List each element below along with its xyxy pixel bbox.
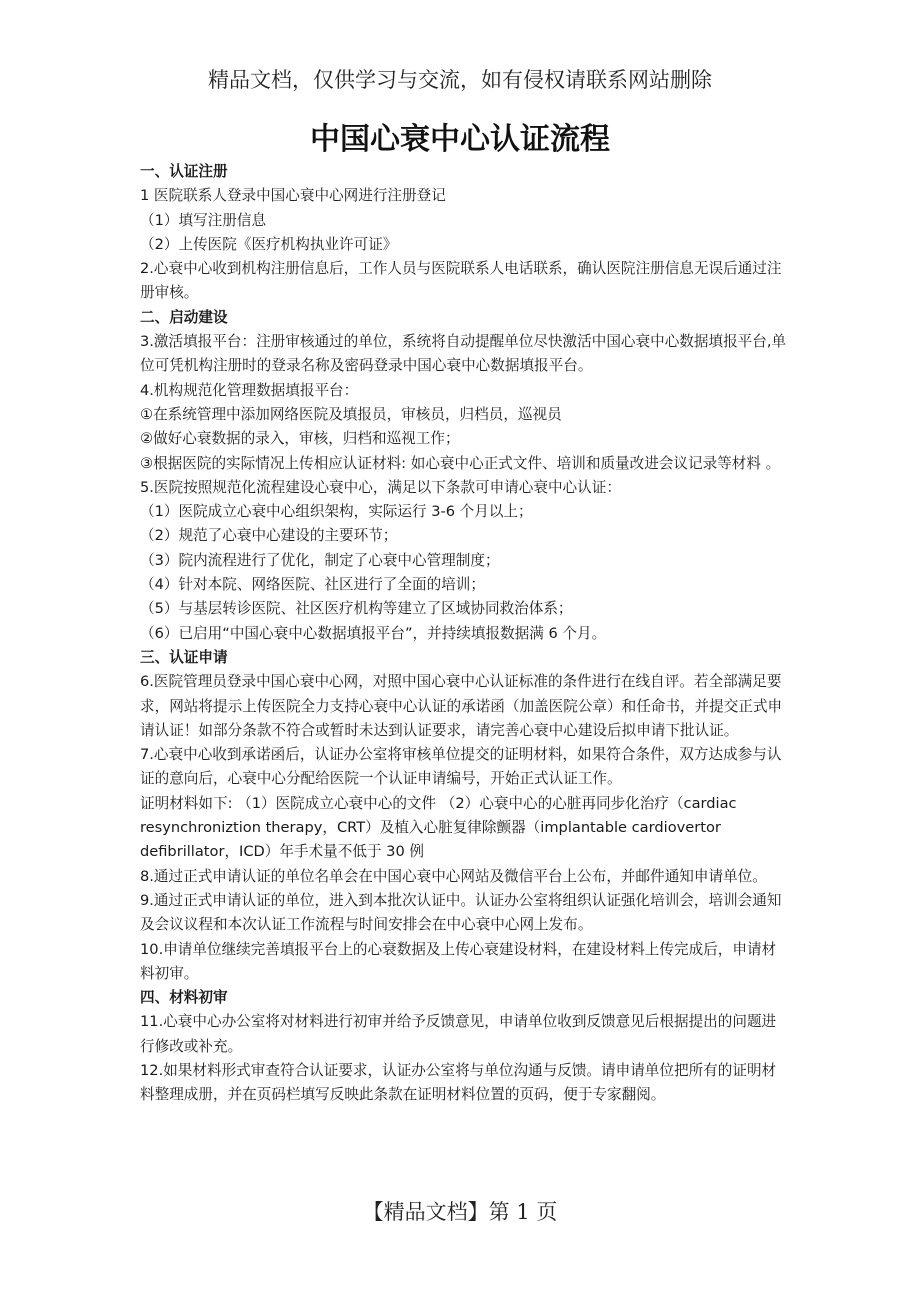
paragraph: 9.通过正式申请认证的单位，进入到本批次认证中。认证办公室将组织认证强化培训会，培训会通知及会议议程和本次认证工作流程与时间安排会在中心衰中心网上发布。: [140, 891, 782, 934]
paragraph: （2）上传医院《医疗机构执业许可证》: [140, 235, 398, 253]
paragraph: （1）医院成立心衰中心组织架构，实际运行 3-6 个月以上；: [140, 503, 533, 521]
paragraph: ①在系统管理中添加网络医院及填报员，审核员，归档员，巡视员: [140, 405, 562, 423]
paragraph: 11.心衰中心办公室将对材料进行初审并给予反馈意见，申请单位收到反馈意见后根据提出的问题进行修改或补充。: [140, 1013, 777, 1055]
paragraph: 8.通过正式申请认证的单位名单会在中国心衰中心网站及微信平台上公布，并邮件通知申请单位。: [140, 867, 767, 885]
section-heading: 三、认证申请: [140, 648, 228, 666]
section-heading: 二、启动建设: [140, 308, 228, 326]
document-body: [140, 160, 790, 1108]
paragraph: 5.医院按照规范化流程建设心衰中心，满足以下条款可申请心衰中心认证：: [140, 478, 621, 496]
paragraph: 6.医院管理员登录中国心衰中心网，对照中国心衰中心认证标准的条件进行在线自评。若全部满足要求，网站将提示上传医院全力支持心衰中心认证的承诺函（加盖医院公章）和任命书，并提交正式申请认证！如部分条款不符合或暂时未达到认证要求，请完善心衰中心建设后拟申请下批认证。: [140, 673, 783, 739]
paragraph: （3）院内流程进行了优化，制定了心衰中心管理制度；: [140, 551, 500, 569]
paragraph: ③根据医院的实际情况上传相应认证材料: 如心衰中心正式文件、培训和质量改进会议记录等材料 。: [140, 454, 781, 472]
header-note: 精品文档，仅供学习与交流，如有侵权请联系网站删除: [208, 68, 712, 92]
paragraph: 3.激活填报平台：注册审核通过的单位，系统将自动提醒单位尽快激活中国心衰中心数据填报平台,单位可凭机构注册时的登录名称及密码登录中国心衰中心数据填报平台。: [140, 333, 787, 375]
section-heading: 四、材料初审: [140, 989, 228, 1007]
paragraph: （1）填写注册信息: [140, 211, 267, 229]
section-heading: 一、认证注册: [140, 163, 228, 180]
paragraph: （2）规范了心衰中心建设的主要环节；: [140, 527, 398, 545]
paragraph: 证明材料如下: （1）医院成立心衰中心的文件 （2）心衰中心的心脏再同步化治疗（cardiac resynchroniztion therapy，CRT）及植入心脏复律除颤器（implantable cardiovertor defibrillator，ICD）年手术量不低于 30 例: [140, 794, 737, 861]
paragraph: （4）针对本院、网络医院、社区进行了全面的培训；: [140, 576, 485, 594]
paragraph: 1 医院联系人登录中国心衰中心网进行注册登记: [140, 187, 446, 205]
paragraph: （6）已启用“中国心衰中心数据填报平台”，并持续填报数据满 6 个月。: [140, 624, 607, 642]
paragraph: （5）与基层转诊医院、社区医疗机构等建立了区域协同救治体系；: [140, 600, 573, 618]
paragraph: 10.申请单位继续完善填报平台上的心衰数据及上传心衰建设材料，在建设材料上传完成后，申请材料初审。: [140, 940, 777, 982]
document-title: 中国心衰中心认证流程: [310, 122, 610, 157]
paragraph: 4.机构规范化管理数据填报平台：: [140, 381, 359, 399]
paragraph: 7.心衰中心收到承诺函后，认证办公室将审核单位提交的证明材料，如果符合条件，双方达成参与认证的意向后，心衰中心分配给医院一个认证申请编号，开始正式认证工作。: [140, 746, 782, 788]
paragraph: 12.如果材料形式审查符合认证要求，认证办公室将与单位沟通与反馈。请申请单位把所有的证明材料整理成册，并在页码栏填写反映此条款在证明材料位置的页码，便于专家翻阅。: [140, 1061, 777, 1104]
page-footer: 【精品文档】第 1 页: [362, 1200, 558, 1224]
paragraph: 2.心衰中心收到机构注册信息后，工作人员与医院联系人电话联系，确认医院注册信息无误后通过注册审核。: [140, 260, 782, 302]
paragraph: ②做好心衰数据的录入，审核，归档和巡视工作；: [140, 430, 460, 448]
